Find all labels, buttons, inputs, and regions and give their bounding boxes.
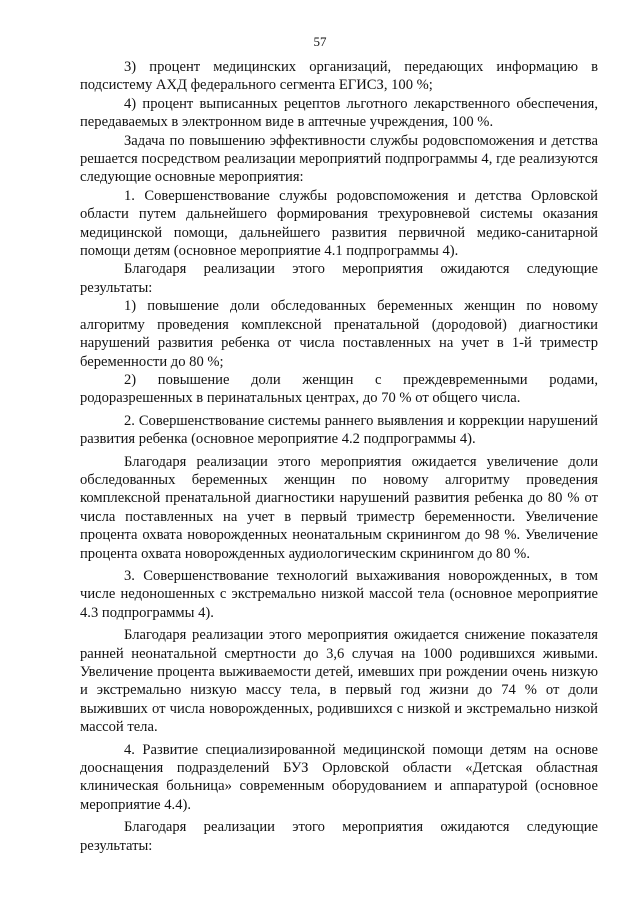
document-body	[80, 58, 598, 855]
page-number: 57	[313, 34, 327, 49]
paragraph-measure-3-result: Благодаря реализации этого мероприятия ожидается снижение показателя ранней неонатальной смертности до 3,6 случая на 1000 родившихся живыми. Увеличение процента выживаемости детей, имевших при рождении очень низкую и экстремально низкую массу тела, в первый год жизни до 74 % от доли выживших от числа новорожденных, родившихся с низкой и экстремально низкой массой тела.	[80, 627, 598, 736]
paragraph-measure-2: 2. Совершенствование системы раннего выявления и коррекции нарушений развития ребенка (основное мероприятие 4.2 подпрограммы 4).	[80, 412, 598, 448]
paragraph-result-3: 3) процент медицинских организаций, передающих информацию в подсистему АХД федерального сегмента ЕГИСЗ, 100 %;	[80, 59, 598, 94]
paragraph-measure-1-result-1: 1) повышение доли обследованных беременных женщин по новому алгоритму проведения комплексной пренатальной (дородовой) диагностики нарушений развития ребенка от числа поставленных на учет в 1-й триместр беременности до 80 %;	[80, 298, 598, 370]
paragraph-expected-results-1: Благодаря реализации этого мероприятия ожидаются следующие результаты:	[80, 261, 598, 296]
paragraph-measure-2-result: Благодаря реализации этого мероприятия ожидается увеличение доли обследованных беременных женщин по новому алгоритму проведения комплексной пренатальной диагностики нарушений развития ребенка до 80 % от числа поставленных на учет в первый триместр беременности. Увеличение процента охвата новорожденных неонатальным скринингом до 98 %. Увеличение процента охвата новорожденных аудиологическим скринингом до 80 %.	[80, 453, 598, 562]
paragraph-measure-1: 1. Совершенствование службы родовспоможения и детства Орловской области путем дальнейшего формирования трехуровневой системы оказания медицинской помощи, дальнейшего развития первичной медико-санитарной помощи детям (основное мероприятие 4.1 подпрограммы 4).	[80, 187, 598, 260]
paragraph-measure-3: 3. Совершенствование технологий выхаживания новорожденных, в том числе недоношенных с экстремально низкой массой тела (основное мероприятие 4.3 подпрограммы 4).	[80, 567, 598, 621]
paragraph-expected-results-4: Благодаря реализации этого мероприятия ожидаются следующие результаты:	[80, 819, 598, 854]
paragraph-measure-4: 4. Развитие специализированной медицинской помощи детям на основе дооснащения подразделений БУЗ Орловской области «Детская областная клиническая больница» современным оборудованием и аппаратурой (основное мероприятие 4.4).	[80, 741, 598, 813]
paragraph-result-4: 4) процент выписанных рецептов льготного лекарственного обеспечения, передаваемых в электронном виде в аптечные учреждения, 100 %.	[80, 95, 598, 131]
paragraph-measure-1-result-2: 2) повышение доли женщин с преждевременными родами, родоразрешенных в перинатальных центрах, до 70 % от общего числа.	[80, 371, 598, 407]
paragraph-task-intro: Задача по повышению эффективности службы родовспоможения и детства решается посредством реализации мероприятий подпрограммы 4, где реализуются следующие основные мероприятия:	[80, 132, 598, 186]
